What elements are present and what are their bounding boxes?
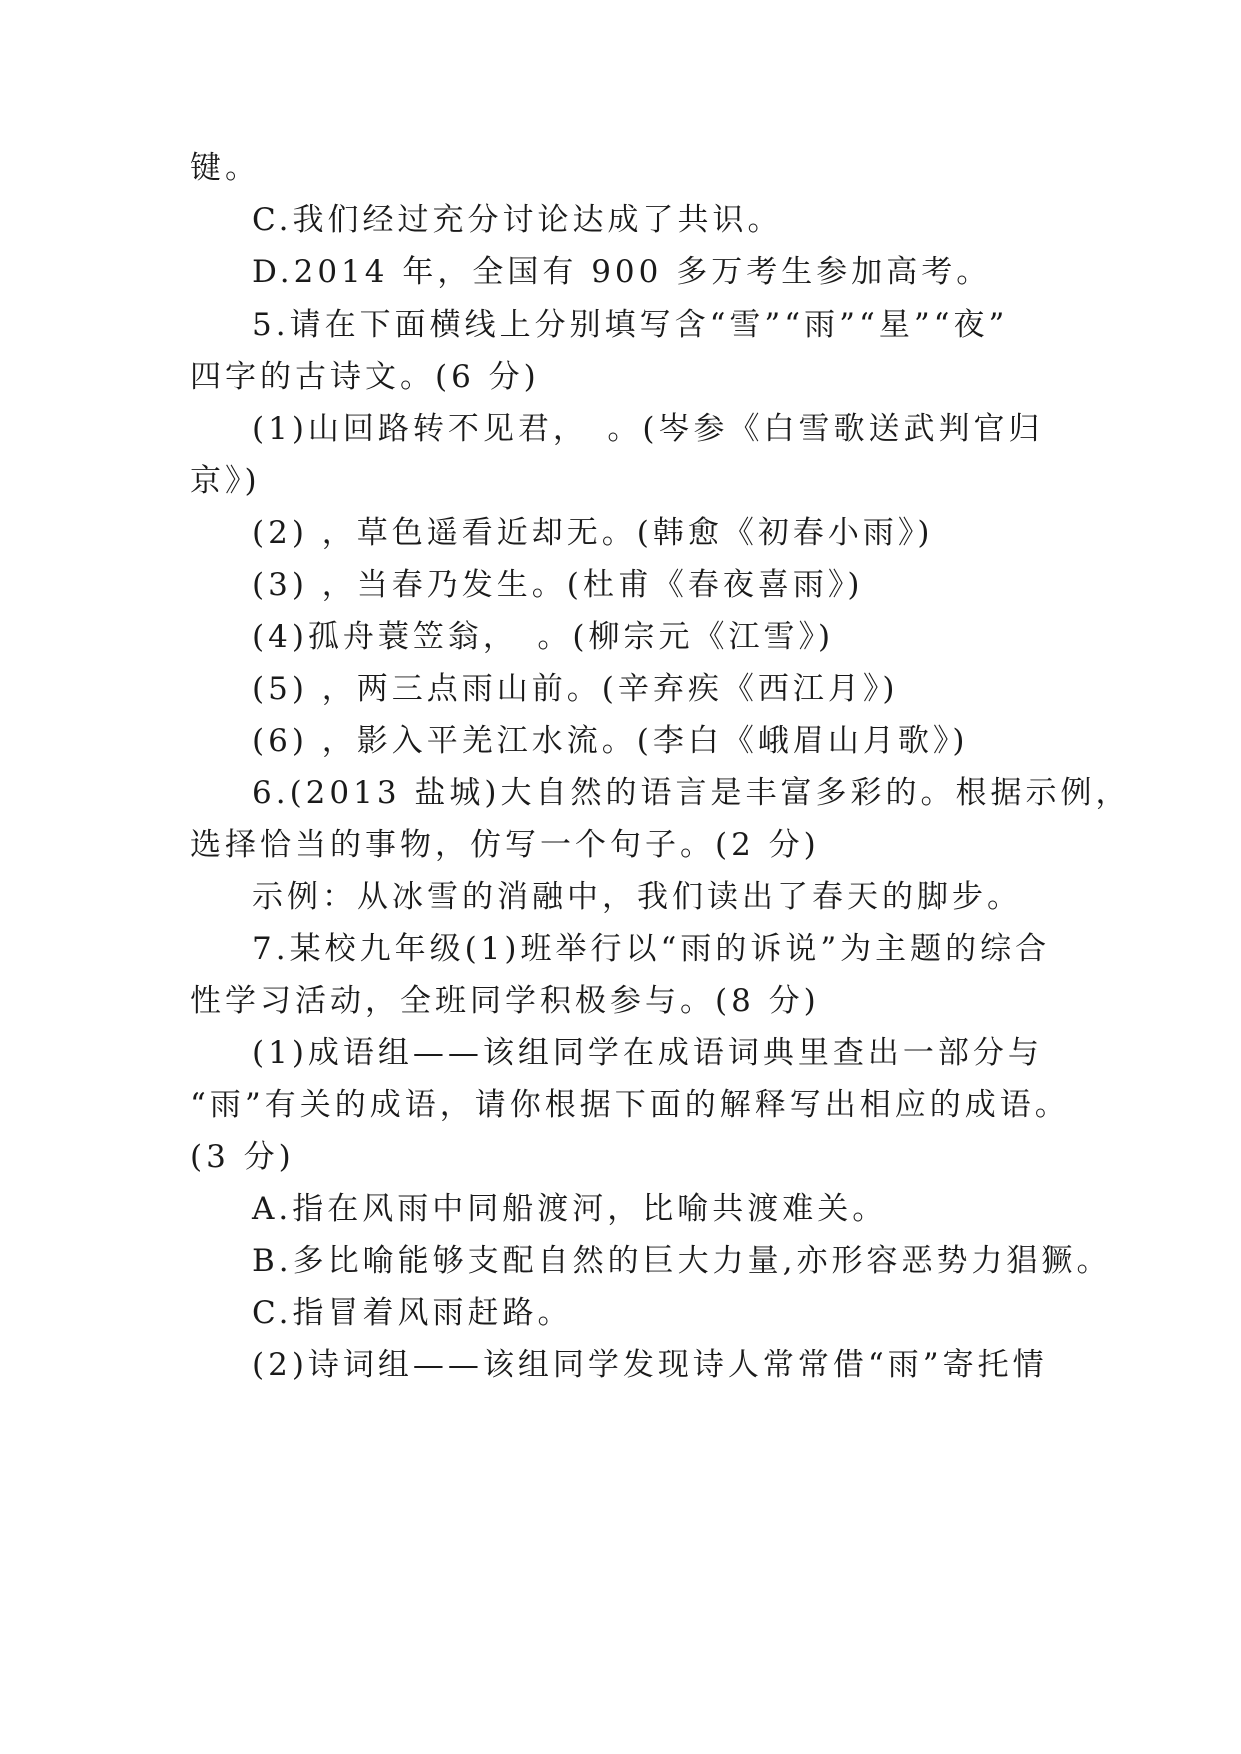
q7-option-c: C.指冒着风雨赶路。 (252, 1295, 573, 1331)
q5-item-2: (2) ，草色遥看近却无。(韩愈《初春小雨》) (252, 515, 934, 551)
q7-part-1-score: (3 分) (190, 1139, 295, 1175)
question-7-line: 7.某校九年级(1)班举行以“雨的诉说”为主题的综合 (252, 931, 1051, 967)
text-line-jian: 键。 (190, 150, 260, 186)
question-5-line-cont: 四字的古诗文。(6 分) (190, 359, 540, 395)
q7-part-2: (2)诗词组——该组同学发现诗人常常借“雨”寄托情 (252, 1347, 1048, 1383)
question-6-line: 6.(2013 盐城)大自然的语言是丰富多彩的。根据示例， (252, 775, 1131, 811)
q7-option-a: A.指在风雨中同船渡河，比喻共渡难关。 (252, 1191, 888, 1227)
question-6-line-cont: 选择恰当的事物，仿写一个句子。(2 分) (190, 827, 820, 863)
q7-option-b: B.多比喻能够支配自然的巨大力量,亦形容恶势力猖獗。 (252, 1243, 1112, 1279)
q5-item-3: (3) ，当春乃发生。(杜甫《春夜喜雨》) (252, 567, 864, 603)
question-7-line-cont: 性学习活动，全班同学积极参与。(8 分) (190, 983, 820, 1019)
q5-item-4: (4)孤舟蓑笠翁， 。(柳宗元《江雪》) (252, 619, 835, 655)
q6-example: 示例：从冰雪的消融中，我们读出了春天的脚步。 (252, 879, 1022, 915)
option-c-line: C.我们经过充分讨论达成了共识。 (252, 202, 783, 238)
q5-item-1-cont: 京》) (190, 463, 261, 499)
question-5-line: 5.请在下面横线上分别填写含“雪”“雨”“星”“夜” (252, 307, 1009, 343)
q5-item-5: (5) ，两三点雨山前。(辛弃疾《西江月》) (252, 671, 899, 707)
q7-part-1: (1)成语组——该组同学在成语词典里查出一部分与 (252, 1035, 1043, 1071)
q7-part-1-cont: “雨”有关的成语，请你根据下面的解释写出相应的成语。 (190, 1087, 1070, 1123)
option-d-line: D.2014 年，全国有 900 多万考生参加高考。 (252, 254, 992, 290)
q5-item-1: (1)山回路转不见君， 。(岑参《白雪歌送武判官归 (252, 411, 1044, 447)
q5-item-6: (6) ，影入平羌江水流。(李白《峨眉山月歌》) (252, 723, 969, 759)
